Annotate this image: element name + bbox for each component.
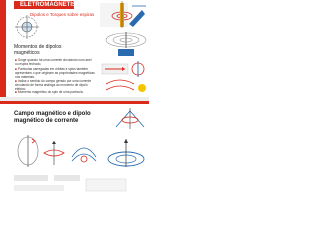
bullet-1-text: Surge quando há uma corrente circulando num anel ou espira fechado. — [15, 58, 92, 66]
field-loop-graphic — [104, 137, 148, 171]
bullet-4-text: Momento magnético do spin de uma partícula. — [17, 90, 84, 94]
dipole-arrows-illustration — [100, 60, 149, 96]
bullet-4: ■Momento magnético do spin de uma partícula. — [15, 90, 84, 94]
slide-2 — [0, 101, 149, 198]
formula-graphic — [14, 173, 134, 195]
dipole-graphic — [112, 105, 149, 131]
bullet-1: ■Surge quando há uma corrente circulando num anel ou espira fechado. — [15, 58, 92, 66]
slide2-top-stripe — [0, 101, 149, 104]
bullet-2: ■Partículas carregadas em órbitas e spins também apresentam o que originam as propriedades magnéticas nos materiais. — [15, 67, 95, 79]
slide-subtitle: Dipolos e Torques sobre espiras — [30, 12, 95, 17]
field-lines-graphic — [104, 32, 148, 58]
slide-left-stripe — [0, 0, 6, 97]
bullet-3: ■Indica o sentido do campo gerado por uma corrente circulando de forma análoga ao momento de dipolo elétrico. — [15, 79, 92, 91]
bullet-3-text: Indica o sentido do campo gerado por uma corrente circulando de forma análoga ao momento de dipolo elétrico. — [15, 79, 92, 91]
bullet-2-text: Partículas carregadas em órbitas e spins também apresentam o que originam as propriedades magnéticas nos materiais. — [15, 67, 95, 79]
current-loop-diagrams — [14, 129, 104, 169]
magnetic-field-illustration — [96, 0, 149, 30]
slide2-title: Campo magnético e dipolo magnético de corrente — [14, 111, 91, 124]
section-heading: Momentos de dipolos magnéticos — [14, 44, 62, 56]
slide-title: ELETROMAGNETISMO — [20, 2, 86, 8]
current-loop-diagram — [12, 14, 42, 40]
slide-1 — [0, 0, 149, 97]
